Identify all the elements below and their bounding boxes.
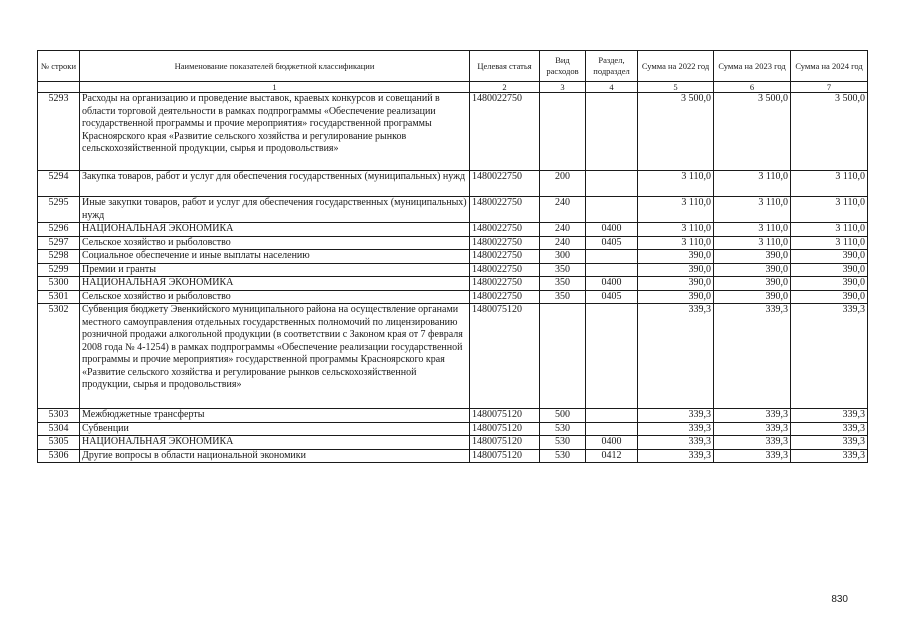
sum-2022: 390,0: [638, 263, 714, 277]
sum-2023: 3 110,0: [714, 223, 791, 237]
expense-type: 240: [540, 236, 586, 250]
expense-type: 240: [540, 223, 586, 237]
expense-type: 200: [540, 171, 586, 197]
sum-2023: 390,0: [714, 277, 791, 291]
target-item-code: 1480022750: [470, 263, 540, 277]
table-row: [38, 236, 868, 250]
table-row: [38, 277, 868, 291]
column-number-empty: [38, 82, 80, 93]
sum-2022: 390,0: [638, 250, 714, 264]
section-code: [586, 422, 638, 436]
row-number: 5302: [38, 304, 80, 409]
table-row: [38, 171, 868, 197]
header-expense-type: Вид расходов: [540, 51, 586, 82]
target-item-code: 1480022750: [470, 250, 540, 264]
sum-2024: 339,3: [791, 449, 868, 463]
sum-2024: 3 110,0: [791, 236, 868, 250]
section-code: 0405: [586, 290, 638, 304]
sum-2022: 3 110,0: [638, 223, 714, 237]
sum-2023: 339,3: [714, 409, 791, 423]
table-row: [38, 436, 868, 450]
sum-2023: 390,0: [714, 263, 791, 277]
sum-2023: 3 110,0: [714, 236, 791, 250]
row-number: 5298: [38, 250, 80, 264]
indicator-name: Закупка товаров, работ и услуг для обеспечения государственных (муниципальных) нужд: [80, 171, 470, 197]
indicator-name: НАЦИОНАЛЬНАЯ ЭКОНОМИКА: [80, 277, 470, 291]
expense-type: 530: [540, 449, 586, 463]
row-number: 5304: [38, 422, 80, 436]
target-item-code: 1480022750: [470, 171, 540, 197]
sum-2024: 3 500,0: [791, 93, 868, 171]
section-code: 0400: [586, 277, 638, 291]
expense-type: 500: [540, 409, 586, 423]
section-code: [586, 250, 638, 264]
target-item-code: 1480075120: [470, 409, 540, 423]
indicator-name: Субвенции: [80, 422, 470, 436]
column-number-row: [38, 82, 868, 93]
header-sum-2022: Сумма на 2022 год: [638, 51, 714, 82]
header-target-item: Целевая статья: [470, 51, 540, 82]
sum-2023: 390,0: [714, 250, 791, 264]
sum-2022: 339,3: [638, 409, 714, 423]
header-sum-2024: Сумма на 2024 год: [791, 51, 868, 82]
sum-2022: 3 110,0: [638, 236, 714, 250]
target-item-code: 1480075120: [470, 304, 540, 409]
table-row: [38, 250, 868, 264]
sum-2022: 339,3: [638, 304, 714, 409]
column-number: 3: [540, 82, 586, 93]
indicator-name: Сельское хозяйство и рыболовство: [80, 290, 470, 304]
target-item-code: 1480075120: [470, 449, 540, 463]
target-item-code: 1480022750: [470, 93, 540, 171]
column-number: 4: [586, 82, 638, 93]
expense-type: 350: [540, 263, 586, 277]
table-row: [38, 263, 868, 277]
table-row: [38, 449, 868, 463]
expense-type: 350: [540, 290, 586, 304]
header-row: [38, 51, 868, 82]
row-number: 5300: [38, 277, 80, 291]
indicator-name: Другие вопросы в области национальной экономики: [80, 449, 470, 463]
section-code: [586, 263, 638, 277]
row-number: 5294: [38, 171, 80, 197]
row-number: 5299: [38, 263, 80, 277]
column-number: 1: [80, 82, 470, 93]
table-row: [38, 93, 868, 171]
table-row: [38, 304, 868, 409]
row-number: 5293: [38, 93, 80, 171]
table-row: [38, 409, 868, 423]
table-body: [38, 93, 868, 463]
sum-2024: 339,3: [791, 436, 868, 450]
expense-type: 240: [540, 197, 586, 223]
table-row: [38, 422, 868, 436]
column-number: 6: [714, 82, 791, 93]
indicator-name: НАЦИОНАЛЬНАЯ ЭКОНОМИКА: [80, 223, 470, 237]
indicator-name: Межбюджетные трансферты: [80, 409, 470, 423]
section-code: 0405: [586, 236, 638, 250]
row-number: 5301: [38, 290, 80, 304]
sum-2022: 390,0: [638, 277, 714, 291]
sum-2024: 390,0: [791, 277, 868, 291]
target-item-code: 1480022750: [470, 236, 540, 250]
expense-type: 350: [540, 277, 586, 291]
sum-2023: 390,0: [714, 290, 791, 304]
table-header: [38, 51, 868, 93]
sum-2024: 390,0: [791, 263, 868, 277]
sum-2024: 3 110,0: [791, 171, 868, 197]
indicator-name: Сельское хозяйство и рыболовство: [80, 236, 470, 250]
table-row: [38, 197, 868, 223]
sum-2024: 3 110,0: [791, 223, 868, 237]
target-item-code: 1480022750: [470, 290, 540, 304]
sum-2023: 339,3: [714, 449, 791, 463]
sum-2024: 339,3: [791, 304, 868, 409]
sum-2023: 339,3: [714, 304, 791, 409]
sum-2022: 339,3: [638, 436, 714, 450]
section-code: [586, 409, 638, 423]
expense-type: [540, 93, 586, 171]
sum-2022: 339,3: [638, 449, 714, 463]
column-number: 7: [791, 82, 868, 93]
sum-2023: 339,3: [714, 436, 791, 450]
budget-table: [37, 50, 868, 463]
sum-2022: 390,0: [638, 290, 714, 304]
row-number: 5297: [38, 236, 80, 250]
indicator-name: Социальное обеспечение и иные выплаты населению: [80, 250, 470, 264]
indicator-name: Премии и гранты: [80, 263, 470, 277]
row-number: 5305: [38, 436, 80, 450]
section-code: [586, 197, 638, 223]
target-item-code: 1480075120: [470, 422, 540, 436]
section-code: [586, 171, 638, 197]
sum-2023: 3 500,0: [714, 93, 791, 171]
section-code: 0400: [586, 436, 638, 450]
row-number: 5303: [38, 409, 80, 423]
sum-2024: 390,0: [791, 290, 868, 304]
header-sum-2023: Сумма на 2023 год: [714, 51, 791, 82]
sum-2024: 339,3: [791, 422, 868, 436]
row-number: 5306: [38, 449, 80, 463]
header-indicator-name: Наименование показателей бюджетной классификации: [80, 51, 470, 82]
indicator-name: Расходы на организацию и проведение выставок, краевых конкурсов и совещаний в области торговой деятельности в рамках подпрограммы «Обеспечение реализации государственной программы и прочие мероприятия» государственной программы Красноярского края «Развитие сельского хозяйства и регулирование рынков сельскохозяйственной продукции, сырья и продовольствия»: [80, 93, 470, 171]
table-row: [38, 223, 868, 237]
page-number: 830: [831, 594, 848, 605]
sum-2022: 3 110,0: [638, 197, 714, 223]
section-code: [586, 93, 638, 171]
expense-type: [540, 304, 586, 409]
section-code: [586, 304, 638, 409]
sum-2023: 339,3: [714, 422, 791, 436]
sum-2022: 3 110,0: [638, 171, 714, 197]
column-number: 2: [470, 82, 540, 93]
header-row-number: № строки: [38, 51, 80, 82]
row-number: 5295: [38, 197, 80, 223]
section-code: 0412: [586, 449, 638, 463]
column-number: 5: [638, 82, 714, 93]
indicator-name: НАЦИОНАЛЬНАЯ ЭКОНОМИКА: [80, 436, 470, 450]
sum-2024: 3 110,0: [791, 197, 868, 223]
section-code: 0400: [586, 223, 638, 237]
target-item-code: 1480075120: [470, 436, 540, 450]
target-item-code: 1480022750: [470, 197, 540, 223]
indicator-name: Иные закупки товаров, работ и услуг для обеспечения государственных (муниципальных) нужд: [80, 197, 470, 223]
target-item-code: 1480022750: [470, 223, 540, 237]
sum-2022: 3 500,0: [638, 93, 714, 171]
row-number: 5296: [38, 223, 80, 237]
sum-2023: 3 110,0: [714, 197, 791, 223]
sum-2024: 339,3: [791, 409, 868, 423]
header-section: Раздел, подраздел: [586, 51, 638, 82]
sum-2022: 339,3: [638, 422, 714, 436]
expense-type: 530: [540, 436, 586, 450]
sum-2023: 3 110,0: [714, 171, 791, 197]
expense-type: 530: [540, 422, 586, 436]
sum-2024: 390,0: [791, 250, 868, 264]
table-row: [38, 290, 868, 304]
target-item-code: 1480022750: [470, 277, 540, 291]
expense-type: 300: [540, 250, 586, 264]
indicator-name: Субвенция бюджету Эвенкийского муниципального района на осуществление органами местного самоуправления отдельных государственных полномочий по лицензированию розничной продажи алкогольной продукции (в соответствии с Законом края от 7 февраля 2008 года № 4-1254) в рамках подпрограммы «Обеспечение реализации государственной программы и прочие мероприятия» государственной программы Красноярского края «Развитие сельского хозяйства и регулирование рынков сельскохозяйственной продукции, сырья и продовольствия»: [80, 304, 470, 409]
